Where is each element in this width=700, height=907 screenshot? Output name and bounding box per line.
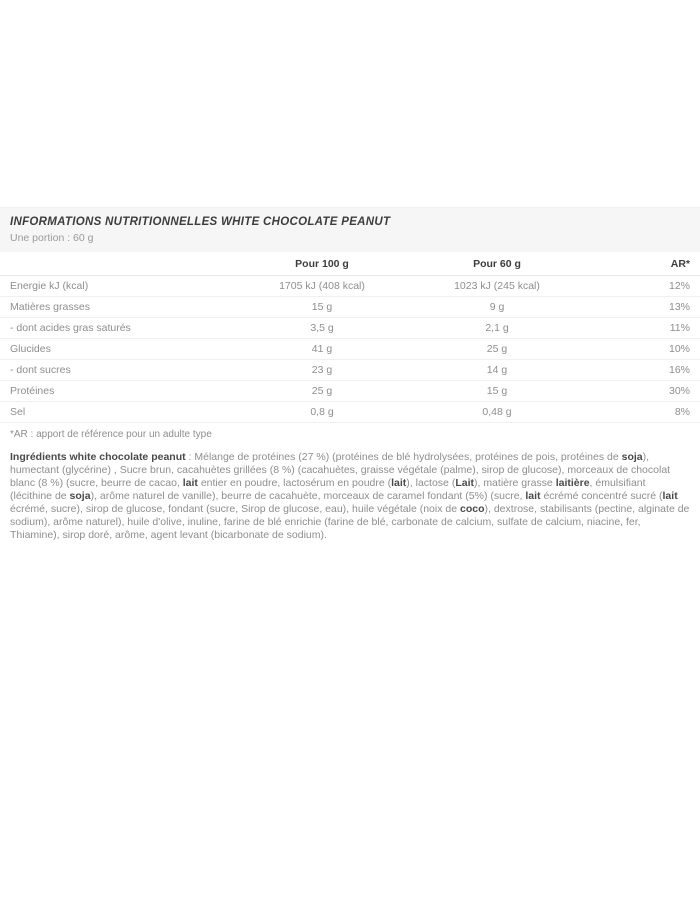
ar-footnote: *AR : apport de référence pour un adulte type: [10, 429, 212, 440]
header-row: [0, 252, 700, 276]
value-ar: 12%: [560, 276, 700, 297]
section-title: INFORMATIONS NUTRITIONNELLES WHITE CHOCOLATE PEANUT: [10, 216, 391, 228]
ingredient-text: ), dextrose, stabilisants (pectine, alginate de sodium), arôme naturel), huile d'olive, inuline, farine de blé enrichie (farine de blé, carbonate de calcium, sulfate de calcium, niacine, fer, Thiamine), sirop doré, arôme, agent levant (bicarbonate de sodium).: [10, 503, 690, 541]
ingredient-bold-term: lait: [525, 490, 541, 502]
ingredients-paragraph: [0, 451, 700, 542]
ingredient-bold-term: lait: [182, 477, 198, 489]
header-empty-cell: [0, 252, 210, 276]
ingredient-text: écrémé, sucre), sirop de glucose, fondant (sucre, Sirop de glucose, eau), huile végétale (noix de: [10, 503, 460, 515]
table-row: [0, 297, 700, 318]
table-row: [0, 402, 700, 423]
value-per-100g: 1705 kJ (408 kcal): [210, 276, 434, 297]
value-per-100g: 41 g: [210, 339, 434, 360]
nutrient-label: Protéines: [0, 381, 210, 402]
ingredient-bold-term: Ingrédients white chocolate peanut: [10, 451, 186, 463]
ingredient-text: ), matière grasse: [473, 477, 556, 489]
ingredient-bold-term: laitière: [555, 477, 590, 489]
nutrition-table-header: [0, 252, 700, 276]
ingredient-text: , émulsifiant (lécithine de: [10, 477, 646, 502]
nutrient-label: Sel: [0, 402, 210, 423]
ingredient-text: écrémé concentré sucré (: [540, 490, 663, 502]
nutrient-label: - dont acides gras saturés: [0, 318, 210, 339]
nutrition-section: [0, 207, 700, 542]
ingredient-text: ), humectant (glycérine) , Sucre brun, cacahuètes grillées (8 %) (cacahuètes, graisse végétale (palme), sirop de glucose), morceaux de chocolat blanc (8 %) (sucre, beurre de cacao,: [10, 451, 671, 489]
value-ar: 13%: [560, 297, 700, 318]
value-per-60g: 2,1 g: [434, 318, 560, 339]
header-per-60g: Pour 60 g: [434, 252, 560, 276]
ingredient-text: : Mélange de protéines (27 %) (protéines de blé hydrolysées, protéines de pois, protéines de: [185, 451, 622, 463]
table-row: [0, 276, 700, 297]
nutrient-label: Matières grasses: [0, 297, 210, 318]
ingredient-text: ), lactose (: [406, 477, 456, 489]
header-per-100g: Pour 100 g: [210, 252, 434, 276]
nutrient-label: - dont sucres: [0, 360, 210, 381]
value-ar: 8%: [560, 402, 700, 423]
table-row: [0, 339, 700, 360]
value-per-60g: 25 g: [434, 339, 560, 360]
header-ar: AR*: [560, 252, 700, 276]
ingredient-text: ), arôme naturel de vanille), beurre de cacahuète, morceaux de caramel fondant (5%) (sucre,: [90, 490, 526, 502]
title-band: [0, 207, 700, 252]
value-per-100g: 0,8 g: [210, 402, 434, 423]
ingredient-bold-term: lait: [391, 477, 407, 489]
table-row: [0, 381, 700, 402]
ingredient-bold-term: soja: [621, 451, 643, 463]
value-per-60g: 1023 kJ (245 kcal): [434, 276, 560, 297]
value-per-100g: 15 g: [210, 297, 434, 318]
table-row: [0, 318, 700, 339]
value-ar: 10%: [560, 339, 700, 360]
value-per-100g: 23 g: [210, 360, 434, 381]
nutrition-table: [0, 252, 700, 423]
value-per-60g: 14 g: [434, 360, 560, 381]
nutrition-table-body: [0, 276, 700, 423]
ingredient-bold-term: soja: [69, 490, 91, 502]
portion-size-text: Une portion : 60 g: [10, 232, 94, 244]
value-per-60g: 15 g: [434, 381, 560, 402]
value-ar: 11%: [560, 318, 700, 339]
ingredient-bold-term: lait: [662, 490, 678, 502]
value-ar: 30%: [560, 381, 700, 402]
table-row: [0, 360, 700, 381]
value-per-60g: 0,48 g: [434, 402, 560, 423]
value-per-100g: 3,5 g: [210, 318, 434, 339]
value-per-100g: 25 g: [210, 381, 434, 402]
ingredient-bold-term: coco: [460, 503, 485, 515]
value-ar: 16%: [560, 360, 700, 381]
ingredient-bold-term: Lait: [455, 477, 474, 489]
nutrient-label: Energie kJ (kcal): [0, 276, 210, 297]
ingredient-text: entier en poudre, lactosérum en poudre (: [197, 477, 392, 489]
nutrient-label: Glucides: [0, 339, 210, 360]
value-per-60g: 9 g: [434, 297, 560, 318]
